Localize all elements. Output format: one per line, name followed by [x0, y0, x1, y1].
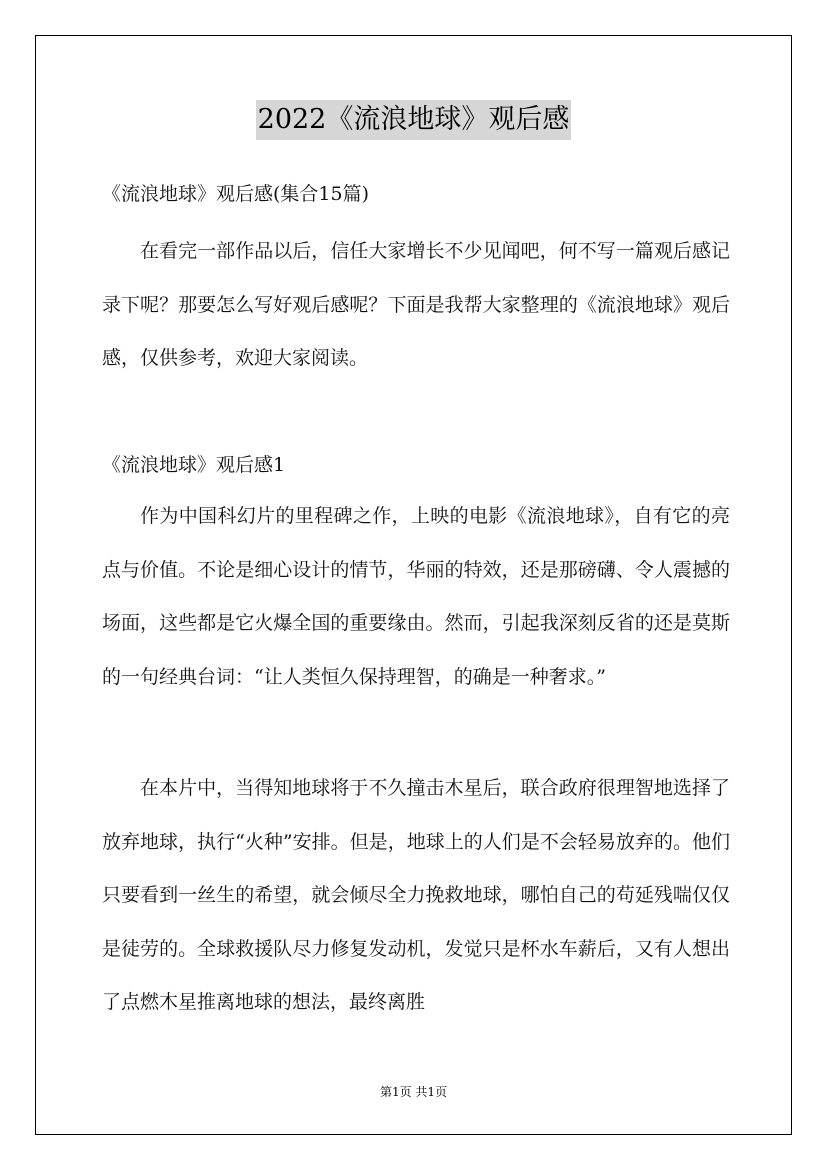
- intro-paragraph: 在看完一部作品以后，信任大家增长不少见闻吧，何不写一篇观后感记录下呢？那要怎么写好观后感呢？下面是我帮大家整理的《流浪地球》观后感，仅供参考，欢迎大家阅读。: [102, 240, 730, 369]
- document-subtitle: 《流浪地球》观后感(集合15篇): [102, 183, 370, 205]
- page-footer: 第1页 共1页: [379, 1085, 448, 1099]
- body-paragraph: 作为中国科幻片的里程碑之作，上映的电影《流浪地球》，自有它的亮点与价值。不论是细心设计的情节，华丽的特效，还是那磅礴、令人震撼的场面，这些都是它火爆全国的重要缘由。然而，引起我深刻反省的还是莫斯的一句经典台词：“让人类恒久保持理智，的确是一种奢求。”: [102, 505, 730, 688]
- body-paragraph: 在本片中，当得知地球将于不久撞击木星后，联合政府很理智地选择了放弃地球，执行“火种”安排。但是，地球上的人们是不会轻易放弃的。他们只要看到一丝生的希望，就会倾尽全力挽救地球，哪怕自己的苟延残喘仅仅是徒劳的。全球救援队尽力修复发动机，发觉只是杯水车薪后，又有人想出了点燃木星推离地球的想法，最终离胜: [102, 777, 730, 1013]
- section-heading: 《流浪地球》观后感1: [102, 454, 286, 476]
- document-title: 2022《流浪地球》观后感: [256, 100, 572, 140]
- title-container: [0, 100, 827, 140]
